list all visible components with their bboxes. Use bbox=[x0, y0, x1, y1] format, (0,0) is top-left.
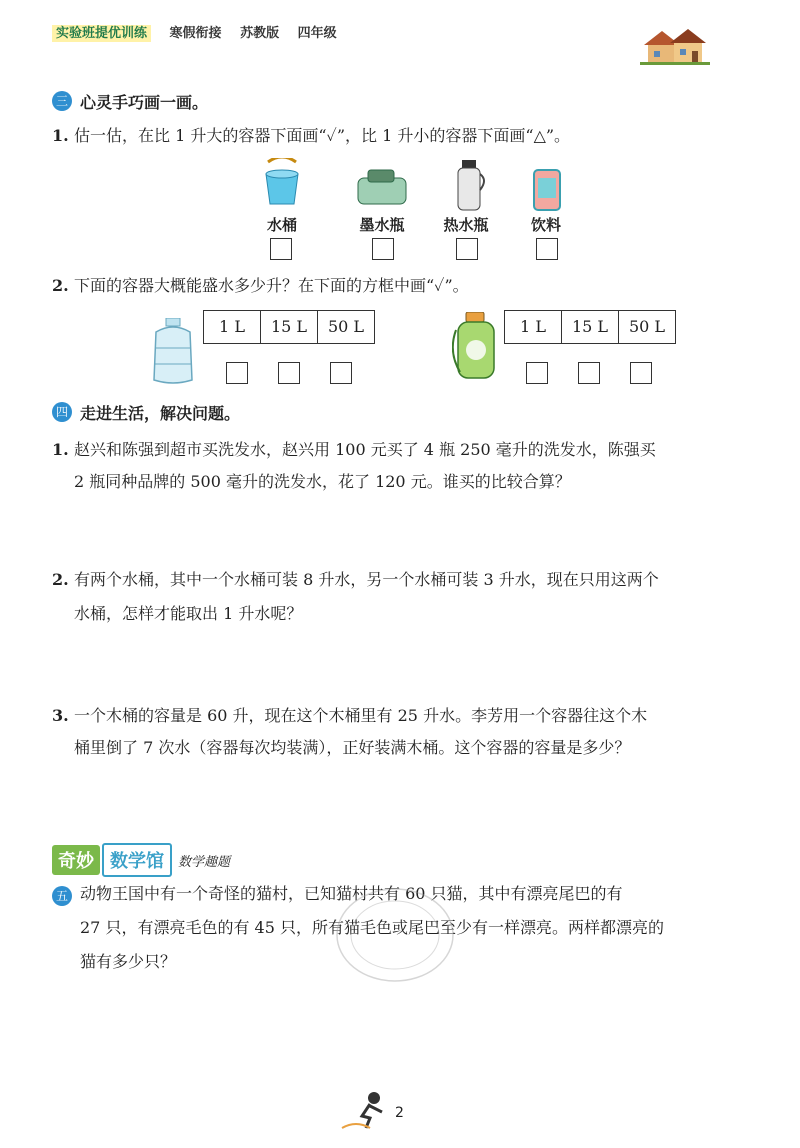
section-title: 走进生活，解决问题。 bbox=[80, 404, 241, 423]
fun-math-banner bbox=[52, 843, 230, 877]
question-line: 2 瓶同种品牌的 500 毫升的洗发水，花了 120 元。谁买的比较合算？ bbox=[74, 472, 571, 491]
ink-bottle-icon bbox=[356, 168, 408, 208]
section-badge: 五 bbox=[52, 886, 72, 906]
section-badge: 四 bbox=[52, 402, 72, 422]
capacity-options-right bbox=[504, 310, 676, 344]
watermark-stamp bbox=[330, 880, 460, 990]
question-line: 动物王国中有一个奇怪的猫村，已知猫村共有 60 只猫，其中有漂亮尾巴的有 bbox=[80, 884, 623, 903]
answer-box[interactable] bbox=[456, 238, 478, 260]
capacity-option: 1 L bbox=[204, 311, 261, 343]
answer-box[interactable] bbox=[330, 362, 352, 384]
runner-icon bbox=[340, 1090, 396, 1130]
question-number: 2. bbox=[52, 570, 69, 589]
drink-can-icon bbox=[532, 168, 562, 212]
answer-box[interactable] bbox=[536, 238, 558, 260]
fun-banner-part2: 数学馆 bbox=[102, 843, 172, 877]
header-series: 寒假衔接 bbox=[169, 26, 222, 41]
container-label-bucket: 水桶 bbox=[266, 216, 297, 234]
capacity-option: 50 L bbox=[628, 317, 666, 336]
question-line: 一个木桶的容量是 60 升，现在这个木桶里有 25 升水。李芳用一个容器往这个木 bbox=[74, 706, 648, 725]
question-line: 有两个水桶，其中一个水桶可装 8 升水，另一个水桶可装 3 升水，现在只用这两个 bbox=[74, 570, 659, 589]
water-bottle-icon bbox=[452, 312, 500, 380]
answer-box[interactable] bbox=[226, 362, 248, 384]
answer-box[interactable] bbox=[278, 362, 300, 384]
question-line: 赵兴和陈强到超市买洗发水，赵兴用 100 元买了 4 瓶 250 毫升的洗发水，陈强买 bbox=[74, 440, 656, 459]
question-number: 3. bbox=[52, 706, 69, 725]
answer-box[interactable] bbox=[526, 362, 548, 384]
section-title: 心灵手巧画一画。 bbox=[80, 93, 209, 112]
header-brand: 实验班提优训练 bbox=[52, 25, 151, 42]
answer-box[interactable] bbox=[630, 362, 652, 384]
question-number: 1. bbox=[52, 126, 69, 145]
capacity-option: 15 L bbox=[562, 311, 619, 343]
question-number: 2. bbox=[52, 276, 69, 295]
fun-banner-part1: 奇妙 bbox=[52, 845, 100, 875]
bucket-icon bbox=[262, 158, 302, 206]
question-line: 27 只，有漂亮毛色的有 45 只，所有猫毛色或尾巴至少有一样漂亮。两样都漂亮的 bbox=[80, 918, 664, 937]
water-jug-icon bbox=[148, 318, 198, 386]
capacity-option: 15 L bbox=[261, 311, 318, 343]
page-number: 2 bbox=[395, 1105, 404, 1121]
capacity-option: 1 L bbox=[505, 311, 562, 343]
section-badge: 三 bbox=[52, 91, 72, 111]
capacity-option: 50 L bbox=[327, 317, 365, 336]
question-number: 1. bbox=[52, 440, 69, 459]
container-label-ink-bottle: 墨水瓶 bbox=[359, 216, 405, 234]
header-edition: 苏教版 bbox=[240, 26, 280, 41]
answer-box[interactable] bbox=[372, 238, 394, 260]
question-line: 水桶，怎样才能取出 1 升水呢？ bbox=[74, 604, 303, 623]
capacity-options-left bbox=[203, 310, 375, 344]
page-header bbox=[52, 22, 351, 41]
house-icon bbox=[640, 25, 710, 65]
answer-box[interactable] bbox=[578, 362, 600, 384]
question-line: 桶里倒了 7 次水（容器每次均装满），正好装满木桶。这个容器的容量是多少？ bbox=[74, 738, 631, 757]
container-label-drink: 饮料 bbox=[530, 216, 561, 234]
fun-banner-subtitle: 数学趣题 bbox=[178, 854, 231, 870]
question-line: 猫有多少只？ bbox=[80, 952, 177, 971]
question-text: 下面的容器大概能盛水多少升？在下面的方框中画“✓”。 bbox=[74, 276, 469, 295]
container-label-thermos: 热水瓶 bbox=[443, 216, 489, 234]
question-text: 估一估，在比 1 升大的容器下面画“✓”，比 1 升小的容器下面画“△”。 bbox=[74, 126, 571, 145]
header-grade: 四年级 bbox=[297, 26, 337, 41]
answer-box[interactable] bbox=[270, 238, 292, 260]
thermos-icon bbox=[452, 158, 488, 212]
